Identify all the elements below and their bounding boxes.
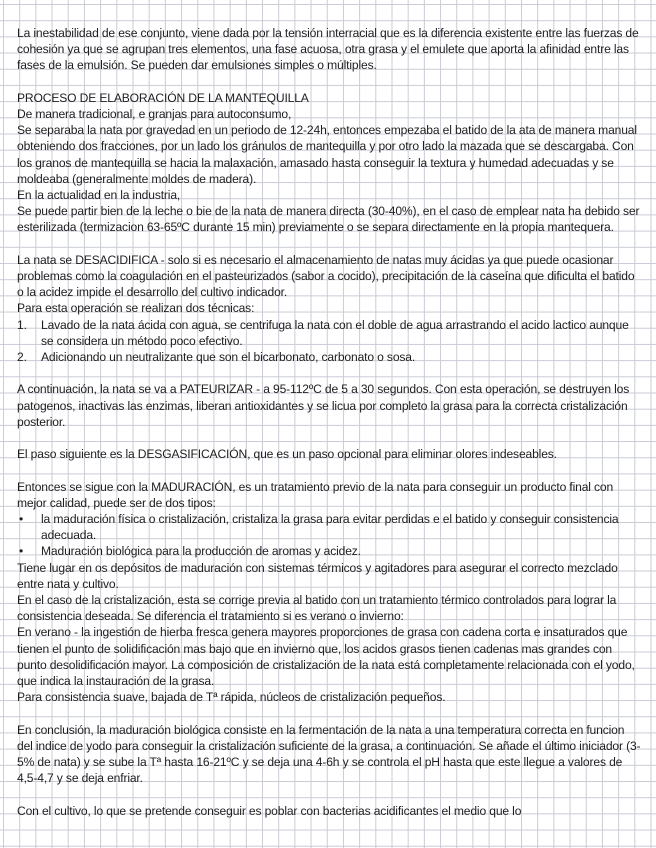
maturation-paragraph: Entonces se sigue con la MADURACIÓN, es un tratamiento previo de la nata para conseguir un producto final con mejor calidad, puede ser de dos tipos:: [17, 479, 614, 510]
techniques-list: [17, 317, 643, 366]
intro-paragraph: La inestabilidad de ese conjunto, viene dada por la tensión interracial que es la diferencia existente entre las fuerzas de cohesión ya que se agrupan tres elementos, una fase acuosa, otra grasa y el emulete que aporta la afinidad entre las fases de la emulsión. Se pueden dar emulsiones simples o múltiples.: [17, 26, 639, 73]
soft-consistency-paragraph: Para consistencia suave, bajada de Tª rápida, núcleos de cristalización pequeños.: [17, 690, 446, 705]
list-item: [17, 543, 643, 559]
list-item-text: la maduración física o cristalización, cristaliza la grasa para evitar perdidas e el batido y conseguir consistencia adecuada.: [41, 512, 619, 543]
notebook-page: [17, 25, 643, 819]
bullet-marker: •: [19, 544, 24, 559]
list-item-text: Maduración biológica para la producción de aromas y acidez.: [41, 544, 361, 559]
bullet-marker: •: [19, 512, 24, 527]
crystallization-paragraph: En el caso de la cristalización, esta se corrige previa al batido con un tratamiento térmico controlados para lograr la consistencia deseada. Se diferencia el tratamiento si es verano o invierno:: [17, 593, 617, 624]
culture-paragraph: Con el cultivo, lo que se pretende conseguir es poblar con bacterias acidificantes el medio que lo: [17, 803, 522, 818]
summer-paragraph: En verano - la ingestión de hierba fresca genera mayores proporciones de grasa con cadena corta e insaturados que tienen el punto de solidificación mas bajo que en invierno que, los acidos grasos tienen cadenas mas grandes con punto desolidificación mayor. La composición de cristalización de la nata está completamente relacionada con el yodo, que indica la instauración de la grasa.: [17, 625, 635, 689]
deacidification-paragraph: La nata se DESACIDIFICA - solo si es necesario el almacenamiento de natas muy ácidas ya que puede ocasionar problemas como la coagulación en el pasteurizados (sabor a cocido), precipitación de la caseína que dificulta el batido o la acidez impide el desarrollo del cultivo indicador.: [17, 252, 635, 300]
blank-line: [17, 365, 643, 381]
list-marker: 2.: [17, 350, 27, 365]
traditional-paragraph: Se separaba la nata por gravedad en un periodo de 12-24h, entonces empezaba el batido de la ata de manera manual obteniendo dos fracciones, por un lado los gránulos de mantequilla y por otro lado la mazada que se descargaba. Con los granos de mantequilla se hacia la malaxación, amasado hasta conseguir la textura y humedad adecuadas y se moldeaba (generalmente moldes de madera).: [17, 123, 637, 186]
list-marker: 1.: [17, 317, 27, 332]
degassing-paragraph: El paso siguiente es la DESGASIFICACIÓN, que es un paso opcional para eliminar olores indeseables.: [17, 447, 557, 462]
industry-intro: En la actualidad en la industria,: [17, 188, 181, 203]
blank-line: [17, 74, 643, 90]
list-item: [17, 317, 643, 349]
pasteurization-paragraph: A continuación, la nata se va a PATEURIZAR - a 95-112ºC de 5 a 30 segundos. Con esta operación, se destruyen los patogenos, inactivas las enzimas, liberan antioxidantes y se licua por completo la grasa para la correcta cristalización posterior.: [17, 382, 630, 429]
blank-line: [17, 462, 643, 478]
industry-paragraph: Se puede partir bien de la leche o bie de la nata de manera directa (30-40%), en el caso de emplear nata ha debido ser esterilizada (termizacion 63-65ºC durante 15 min) previamente o se separa directamente en la propia mantequera.: [17, 204, 640, 235]
list-item: [17, 349, 643, 365]
conclusion-paragraph: En conclusión, la maduración biológica consiste en la fermentación de la nata a una temperatura correcta en funcion del indice de yodo para conseguir la cristalización suficiente de la grasa, a continuación. Se añade el último iniciador (3-5% de nata) y se sube la Tª hasta 16-21ºC y se deja una 4-6h y se controla el pH hasta que este llegue a valores de 4,5-4,7 y se deja enfriar.: [17, 722, 641, 786]
list-item-text: Adicionando un neutralizante que son el bicarbonato, carbonato o sosa.: [41, 350, 416, 365]
list-item: [17, 511, 643, 543]
traditional-intro: De manera tradicional, e granjas para autoconsumo,: [17, 107, 292, 121]
techniques-intro: Para esta operación se realizan dos técnicas:: [17, 301, 255, 316]
blank-line: [17, 236, 643, 252]
blank-line: [17, 430, 643, 446]
list-item-text: Lavado de la nata ácida con agua, se centrifuga la nata con el doble de agua arrastrando el acido lactico aunque se considera un método poco efectivo.: [41, 317, 629, 348]
blank-line: [17, 705, 643, 721]
blank-line: [17, 786, 643, 802]
maturation-tanks-paragraph: Tiene lugar en os depósitos de maduración con sistemas térmicos y agitadores para asegurar el correcto mezclado entre nata y cultivo.: [17, 560, 618, 591]
maturation-types-list: [17, 511, 643, 560]
section-heading: PROCESO DE ELABORACIÓN DE LA MANTEQUILLA: [17, 90, 309, 105]
